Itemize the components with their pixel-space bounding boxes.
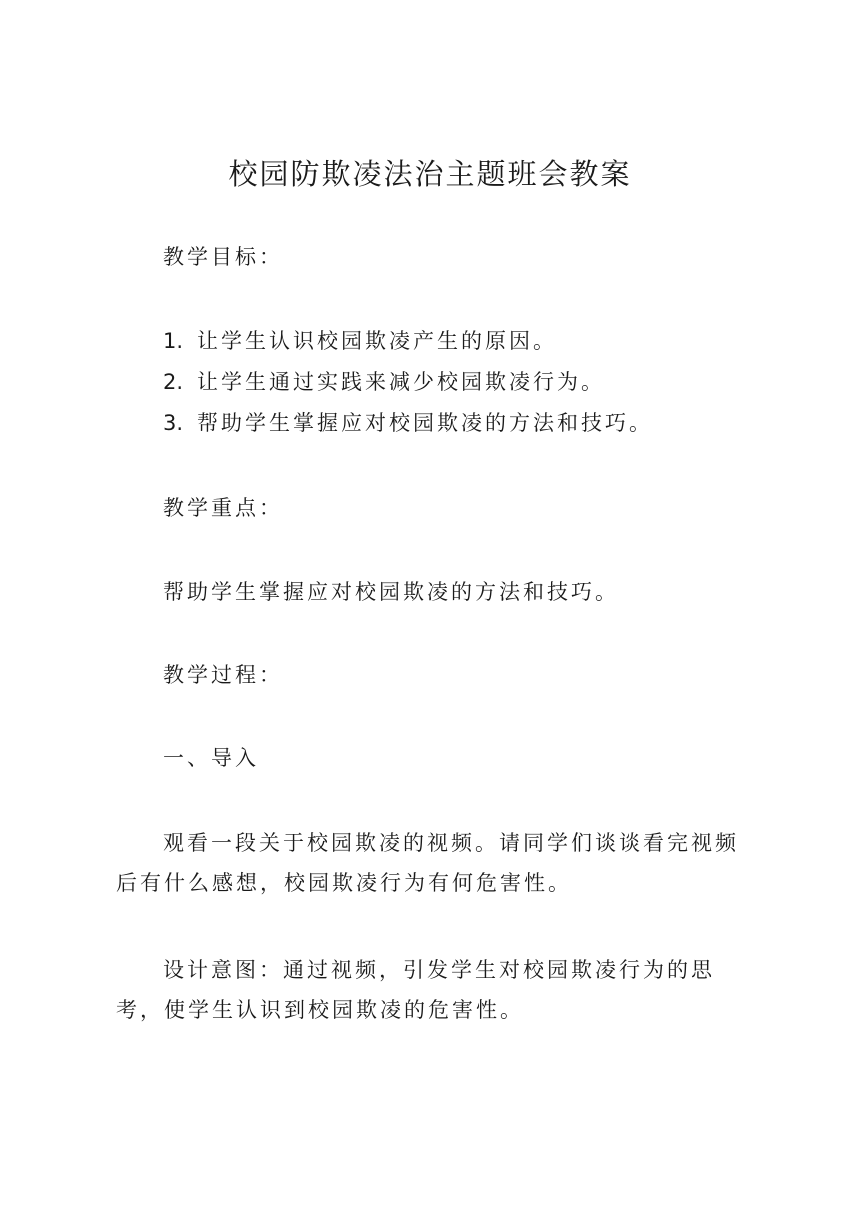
intro-paragraph: 观看一段关于校园欺凌的视频。请同学们谈谈看完视频后有什么感想，校园欺凌行为有何危害性。 — [116, 831, 739, 895]
goal-number: 1. — [163, 329, 184, 353]
goal-item-3 — [163, 408, 653, 438]
focus-heading: 教学重点： — [163, 496, 283, 520]
goal-text: 帮助学生掌握应对校园欺凌的方法和技巧。 — [197, 411, 653, 435]
document-title: 校园防欺凌法治主题班会教案 — [228, 157, 632, 191]
goal-number: 2. — [163, 370, 184, 394]
goal-number: 3. — [163, 411, 184, 435]
design-intent-paragraph: 设计意图：通过视频，引发学生对校园欺凌行为的思考，使学生认识到校园欺凌的危害性。 — [116, 958, 715, 1022]
goal-item-2 — [163, 367, 605, 397]
goal-text: 让学生通过实践来减少校园欺凌行为。 — [197, 370, 605, 394]
focus-text: 帮助学生掌握应对校园欺凌的方法和技巧。 — [163, 580, 619, 604]
goals-heading: 教学目标： — [163, 245, 283, 269]
goal-text: 让学生认识校园欺凌产生的原因。 — [197, 329, 557, 353]
section-heading-intro: 一、导入 — [163, 746, 259, 770]
process-heading: 教学过程： — [163, 663, 283, 687]
goal-item-1 — [163, 326, 557, 356]
